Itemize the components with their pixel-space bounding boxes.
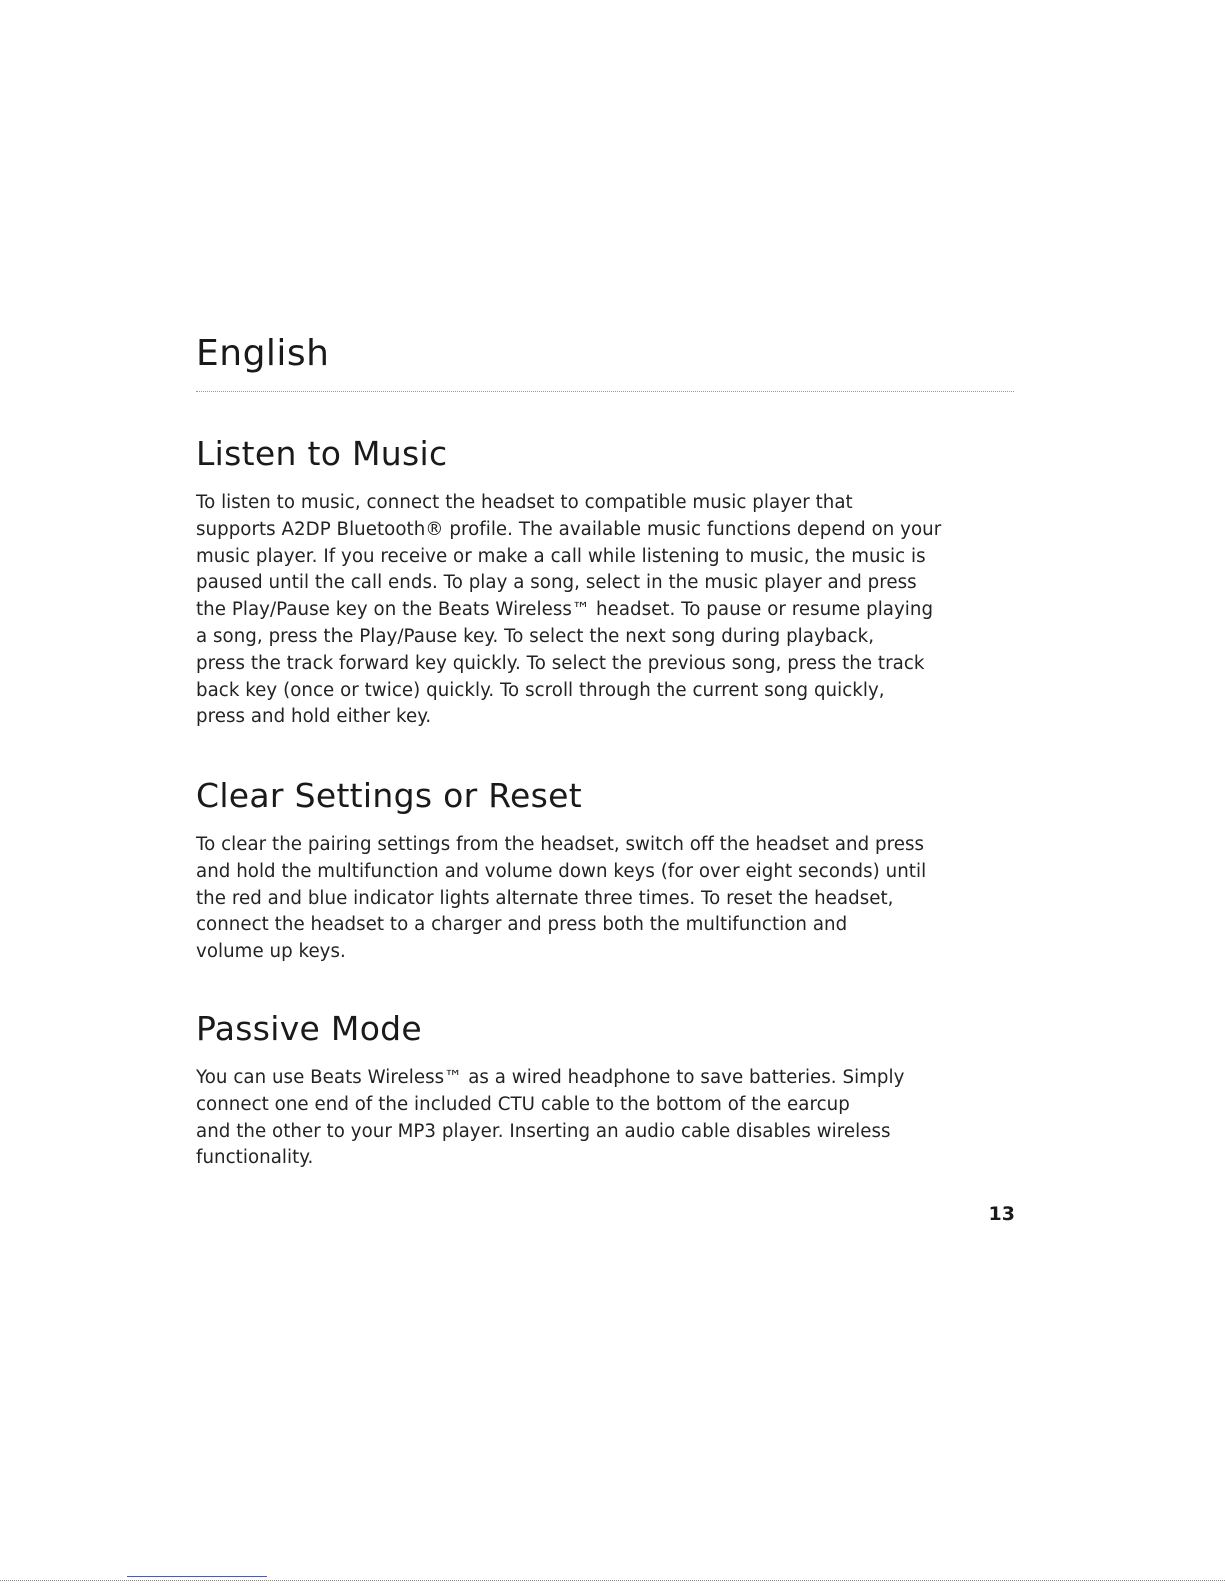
section-body-listen-to-music: To listen to music, connect the headset to compatible music player that supports A2DP Bluetooth® profile. The available music functions depend on your music player. If you receive or make a call while listening to music, the music is paused until the call ends. To play a song, select in the music player and press the Play/Pause key on the Beats Wireless™ headset. To pause or resume playing a song, press the Play/Pause key. To select the next song during playback, press the track forward key quickly. To select the previous song, press the track back key (once or twice) quickly. To scroll through the current song quickly, press and hold either key. [196, 492, 942, 728]
title-divider [196, 391, 1014, 392]
page-number: 13 [988, 1203, 1015, 1225]
bottom-link-mark [127, 1576, 267, 1577]
section-body-passive-mode: You can use Beats Wireless™ as a wired headphone to save batteries. Simply connect one end of the included CTU cable to the bottom of the earcup and the other to your MP3 player. Inserting an audio cable disables wireless functionality. [196, 1067, 905, 1169]
section-heading-passive-mode: Passive Mode [196, 1009, 423, 1048]
section-heading-listen-to-music: Listen to Music [196, 434, 448, 473]
bottom-divider [0, 1580, 1225, 1581]
language-title: English [196, 333, 330, 374]
section-heading-clear-settings: Clear Settings or Reset [196, 776, 582, 815]
section-body-clear-settings: To clear the pairing settings from the headset, switch off the headset and press and hold the multifunction and volume down keys (for over eight seconds) until the red and blue indicator lights alternate three times. To reset the headset, connect the headset to a charger and press both the multifunction and volume up keys. [196, 834, 927, 963]
